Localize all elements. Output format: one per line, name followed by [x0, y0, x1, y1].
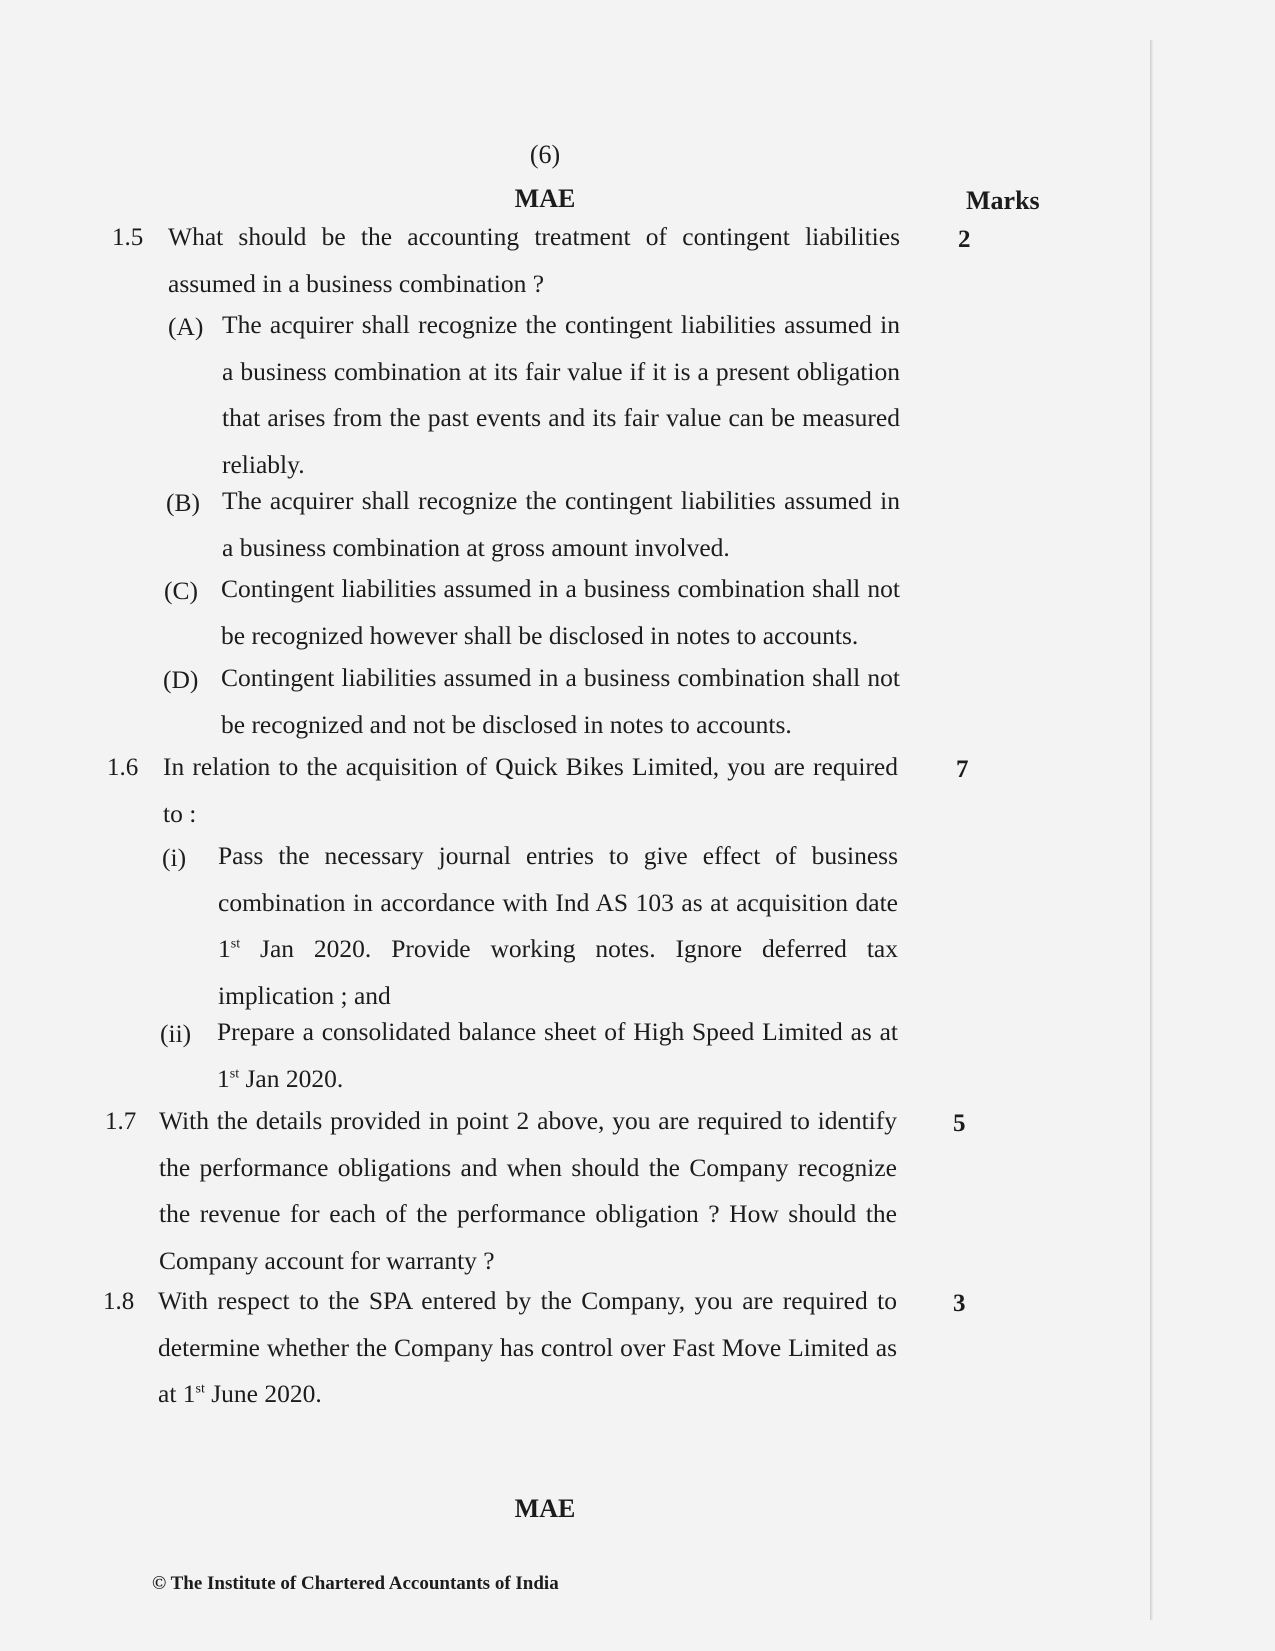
question-marks-1-7: 5 [953, 1110, 966, 1137]
question-text-1-6: In relation to the acquisition of Quick Bikes Limited, you are required to : [163, 752, 898, 828]
page-number: (6) [529, 140, 561, 169]
question-number-1-8: 1.8 [103, 1288, 135, 1315]
option-text-d: Contingent liabilities assumed in a business combination shall not be recognized and not be disclosed in notes to accounts. [221, 663, 900, 739]
copyright-notice: © The Institute of Chartered Accountants of India [152, 1573, 559, 1594]
question-text-1-8: With respect to the SPA entered by the Company, you are required to determine whether the Company has control over Fast Move Limited as at 1st June 2020. [158, 1286, 897, 1408]
question-number-1-6: 1.6 [107, 754, 139, 781]
part-text-i: Pass the necessary journal entries to give effect of business combination in accordance with Ind AS 103 as at acquisition date 1st Jan 2020. Provide working notes. Ignore deferred tax implication ; and [218, 841, 898, 1010]
question-marks-1-6: 7 [956, 756, 969, 783]
question-marks-1-8: 3 [953, 1290, 966, 1317]
marks-heading: Marks [966, 186, 1040, 215]
part-text-ii: Prepare a consolidated balance sheet of High Speed Limited as at 1st Jan 2020. [217, 1017, 898, 1093]
question-marks-1-5: 2 [958, 226, 971, 253]
option-label-a: (A) [168, 312, 204, 341]
question-number-1-5: 1.5 [112, 224, 144, 251]
option-label-d: (D) [163, 665, 199, 694]
option-label-b: (B) [166, 488, 200, 517]
part-label-i: (i) [162, 843, 187, 872]
option-label-c: (C) [164, 576, 198, 605]
option-text-c: Contingent liabilities assumed in a business combination shall not be recognized however shall be disclosed in notes to accounts. [221, 574, 900, 650]
part-label-ii: (ii) [160, 1019, 192, 1048]
paper-code-header: MAE [514, 184, 576, 213]
page-edge-shadow [1150, 40, 1153, 1620]
option-text-a: The acquirer shall recognize the contingent liabilities assumed in a business combination at its fair value if it is a present obligation that arises from the past events and its fair value can be measured reliably. [222, 310, 900, 479]
paper-code-footer: MAE [514, 1494, 576, 1523]
question-text-1-7: With the details provided in point 2 above, you are required to identify the performance obligations and when should the Company recognize the revenue for each of the performance obligation ? How should the Company account for warranty ? [159, 1106, 897, 1275]
option-text-b: The acquirer shall recognize the contingent liabilities assumed in a business combination at gross amount involved. [222, 486, 900, 562]
question-text-1-5: What should be the accounting treatment of contingent liabilities assumed in a business combination ? [168, 222, 900, 298]
question-number-1-7: 1.7 [105, 1108, 137, 1135]
